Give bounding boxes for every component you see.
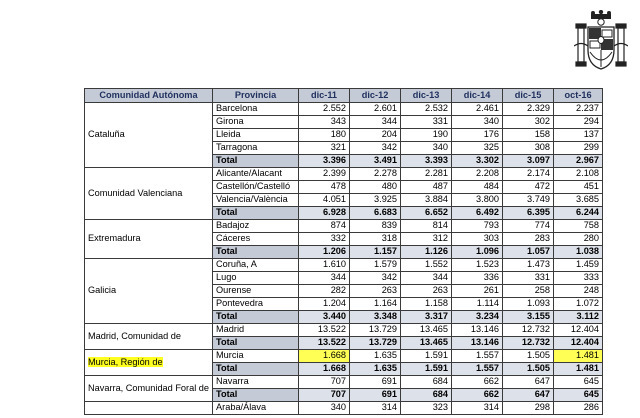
value-cell: 180: [299, 129, 350, 142]
value-cell: 3.097: [503, 155, 554, 168]
value-cell: 1.557: [452, 363, 503, 376]
value-cell: 645: [554, 389, 603, 402]
province-cell: Ourense: [213, 285, 299, 298]
value-cell: 3.925: [350, 194, 401, 207]
value-cell: 3.491: [350, 155, 401, 168]
value-cell: 1.057: [503, 246, 554, 259]
value-cell: 1.579: [350, 259, 401, 272]
region-name: Galicia: [88, 285, 117, 296]
value-cell: 1.481: [554, 363, 603, 376]
region-name: Murcia, Región de: [88, 356, 163, 367]
province-cell: Lleida: [213, 129, 299, 142]
value-cell: 1.072: [554, 298, 603, 311]
table-row: [85, 259, 603, 272]
value-cell: 13.522: [299, 337, 350, 350]
value-cell: 1.157: [350, 246, 401, 259]
province-cell: Total: [213, 311, 299, 324]
province-cell: Madrid: [213, 324, 299, 337]
value-cell: 342: [350, 272, 401, 285]
value-cell: 3.396: [299, 155, 350, 168]
value-cell: 340: [452, 116, 503, 129]
province-cell: Total: [213, 363, 299, 376]
value-cell: 325: [452, 142, 503, 155]
value-cell: 286: [554, 402, 603, 415]
value-cell: 343: [299, 116, 350, 129]
value-cell: 2.237: [554, 103, 603, 116]
province-cell: Lugo: [213, 272, 299, 285]
value-cell: 13.465: [401, 337, 452, 350]
value-cell: 1.481: [554, 350, 603, 363]
value-cell: 263: [350, 285, 401, 298]
table-row: [85, 402, 603, 415]
value-cell: 2.532: [401, 103, 452, 116]
value-cell: 684: [401, 389, 452, 402]
value-cell: 480: [350, 181, 401, 194]
region-cell: [85, 402, 213, 415]
value-cell: 303: [452, 233, 503, 246]
value-cell: 248: [554, 285, 603, 298]
value-cell: 1.093: [503, 298, 554, 311]
value-cell: 2.174: [503, 168, 554, 181]
value-cell: 298: [503, 402, 554, 415]
value-cell: 2.601: [350, 103, 401, 116]
value-cell: 774: [503, 220, 554, 233]
value-cell: 13.146: [452, 324, 503, 337]
value-cell: 3.685: [554, 194, 603, 207]
column-header: dic-14: [452, 89, 503, 103]
value-cell: 308: [503, 142, 554, 155]
value-cell: 1.459: [554, 259, 603, 272]
value-cell: 839: [350, 220, 401, 233]
value-cell: 6.492: [452, 207, 503, 220]
value-cell: 204: [350, 129, 401, 142]
value-cell: 2.281: [401, 168, 452, 181]
value-cell: 6.395: [503, 207, 554, 220]
value-cell: 299: [554, 142, 603, 155]
province-cell: Barcelona: [213, 103, 299, 116]
value-cell: 758: [554, 220, 603, 233]
value-cell: 2.278: [350, 168, 401, 181]
value-cell: 1.164: [350, 298, 401, 311]
value-cell: 1.206: [299, 246, 350, 259]
province-cell: Pontevedra: [213, 298, 299, 311]
value-cell: 1.557: [452, 350, 503, 363]
value-cell: 707: [299, 389, 350, 402]
value-cell: 340: [401, 142, 452, 155]
region-name: Navarra, Comunidad Foral de: [88, 382, 210, 393]
value-cell: 1.158: [401, 298, 452, 311]
province-cell: Valencia/València: [213, 194, 299, 207]
value-cell: 2.399: [299, 168, 350, 181]
value-cell: 282: [299, 285, 350, 298]
value-cell: 1.523: [452, 259, 503, 272]
value-cell: 1.038: [554, 246, 603, 259]
region-cell: [85, 220, 213, 259]
value-cell: 190: [401, 129, 452, 142]
coat-of-arms-icon: [574, 10, 628, 72]
region-name: Extremadura: [88, 233, 141, 244]
value-cell: 1.591: [401, 363, 452, 376]
value-cell: 814: [401, 220, 452, 233]
value-cell: 137: [554, 129, 603, 142]
value-cell: 707: [299, 376, 350, 389]
table-row: [85, 168, 603, 181]
value-cell: 647: [503, 389, 554, 402]
region-cell: [85, 103, 213, 168]
value-cell: 1.126: [401, 246, 452, 259]
value-cell: 3.348: [350, 311, 401, 324]
value-cell: 283: [503, 233, 554, 246]
value-cell: 3.302: [452, 155, 503, 168]
province-cell: Murcia: [213, 350, 299, 363]
crown-icon: [591, 10, 611, 25]
value-cell: 3.749: [503, 194, 554, 207]
value-cell: 314: [350, 402, 401, 415]
value-cell: 484: [452, 181, 503, 194]
value-cell: 684: [401, 376, 452, 389]
value-cell: 691: [350, 389, 401, 402]
column-header: Comunidad Autónoma: [85, 89, 213, 103]
province-cell: Badajoz: [213, 220, 299, 233]
value-cell: 13.729: [350, 324, 401, 337]
value-cell: 333: [554, 272, 603, 285]
value-cell: 487: [401, 181, 452, 194]
value-cell: 451: [554, 181, 603, 194]
value-cell: 478: [299, 181, 350, 194]
region-cell: [85, 324, 213, 350]
value-cell: 344: [299, 272, 350, 285]
value-cell: 1.505: [503, 363, 554, 376]
column-header: oct-16: [554, 89, 603, 103]
value-cell: 314: [452, 402, 503, 415]
value-cell: 302: [503, 116, 554, 129]
region-name: Cataluña: [88, 129, 125, 140]
value-cell: 13.146: [452, 337, 503, 350]
value-cell: 3.234: [452, 311, 503, 324]
value-cell: 3.884: [401, 194, 452, 207]
value-cell: 3.155: [503, 311, 554, 324]
value-cell: 332: [299, 233, 350, 246]
value-cell: 3.112: [554, 311, 603, 324]
value-cell: 158: [503, 129, 554, 142]
value-cell: 1.552: [401, 259, 452, 272]
value-cell: 1.635: [350, 350, 401, 363]
value-cell: 340: [299, 402, 350, 415]
value-cell: 323: [401, 402, 452, 415]
value-cell: 312: [401, 233, 452, 246]
value-cell: 1.668: [299, 363, 350, 376]
data-table: [84, 88, 603, 415]
column-header: dic-12: [350, 89, 401, 103]
value-cell: 472: [503, 181, 554, 194]
value-cell: 1.668: [299, 350, 350, 363]
value-cell: 2.329: [503, 103, 554, 116]
value-cell: 3.393: [401, 155, 452, 168]
province-cell: Total: [213, 246, 299, 259]
province-cell: Total: [213, 389, 299, 402]
province-cell: Tarragona: [213, 142, 299, 155]
province-cell: Girona: [213, 116, 299, 129]
column-header: dic-15: [503, 89, 554, 103]
value-cell: 3.440: [299, 311, 350, 324]
province-cell: Total: [213, 337, 299, 350]
region-name: Madrid, Comunidad de: [88, 330, 181, 341]
value-cell: 280: [554, 233, 603, 246]
value-cell: 1.610: [299, 259, 350, 272]
table-header: [85, 89, 603, 103]
shield-icon: [588, 27, 614, 69]
value-cell: 2.967: [554, 155, 603, 168]
province-cell: Alicante/Alacant: [213, 168, 299, 181]
value-cell: 258: [503, 285, 554, 298]
value-cell: 331: [401, 116, 452, 129]
value-cell: 13.465: [401, 324, 452, 337]
value-cell: 662: [452, 389, 503, 402]
value-cell: 6.244: [554, 207, 603, 220]
value-cell: 321: [299, 142, 350, 155]
value-cell: 13.729: [350, 337, 401, 350]
table-row: [85, 350, 603, 363]
value-cell: 691: [350, 376, 401, 389]
value-cell: 647: [503, 376, 554, 389]
region-cell: [85, 350, 213, 376]
province-cell: Coruña, A: [213, 259, 299, 272]
value-cell: 2.552: [299, 103, 350, 116]
value-cell: 645: [554, 376, 603, 389]
region-name: Comunidad Valenciana: [88, 187, 183, 198]
value-cell: 6.683: [350, 207, 401, 220]
value-cell: 261: [452, 285, 503, 298]
header-row: [85, 89, 603, 103]
value-cell: 1.635: [350, 363, 401, 376]
value-cell: 2.208: [452, 168, 503, 181]
value-cell: 342: [350, 142, 401, 155]
value-cell: 3.800: [452, 194, 503, 207]
table-row: [85, 376, 603, 389]
value-cell: 263: [401, 285, 452, 298]
value-cell: 2.461: [452, 103, 503, 116]
province-cell: Cáceres: [213, 233, 299, 246]
value-cell: 12.732: [503, 337, 554, 350]
value-cell: 336: [452, 272, 503, 285]
value-cell: 1.114: [452, 298, 503, 311]
value-cell: 662: [452, 376, 503, 389]
table-row: [85, 324, 603, 337]
value-cell: 4.051: [299, 194, 350, 207]
column-header: dic-13: [401, 89, 452, 103]
province-cell: Castellón/Castelló: [213, 181, 299, 194]
value-cell: 1.204: [299, 298, 350, 311]
value-cell: 6.652: [401, 207, 452, 220]
value-cell: 12.404: [554, 337, 603, 350]
value-cell: 12.732: [503, 324, 554, 337]
region-cell: [85, 168, 213, 220]
province-cell: Navarra: [213, 376, 299, 389]
value-cell: 1.096: [452, 246, 503, 259]
table-row: [85, 220, 603, 233]
table-body: [85, 103, 603, 415]
value-cell: 176: [452, 129, 503, 142]
column-header: Provincia: [213, 89, 299, 103]
region-cell: [85, 376, 213, 402]
value-cell: 793: [452, 220, 503, 233]
value-cell: 6.928: [299, 207, 350, 220]
value-cell: 344: [401, 272, 452, 285]
value-cell: 874: [299, 220, 350, 233]
column-header: dic-11: [299, 89, 350, 103]
province-cell: Total: [213, 207, 299, 220]
region-cell: [85, 259, 213, 324]
table-row: [85, 103, 603, 116]
value-cell: 2.108: [554, 168, 603, 181]
value-cell: 344: [350, 116, 401, 129]
value-cell: 3.317: [401, 311, 452, 324]
value-cell: 331: [503, 272, 554, 285]
province-cell: Total: [213, 155, 299, 168]
value-cell: 13.522: [299, 324, 350, 337]
value-cell: 12.404: [554, 324, 603, 337]
value-cell: 294: [554, 116, 603, 129]
value-cell: 1.505: [503, 350, 554, 363]
value-cell: 1.473: [503, 259, 554, 272]
value-cell: 1.591: [401, 350, 452, 363]
value-cell: 318: [350, 233, 401, 246]
province-cell: Araba/Álava: [213, 402, 299, 415]
